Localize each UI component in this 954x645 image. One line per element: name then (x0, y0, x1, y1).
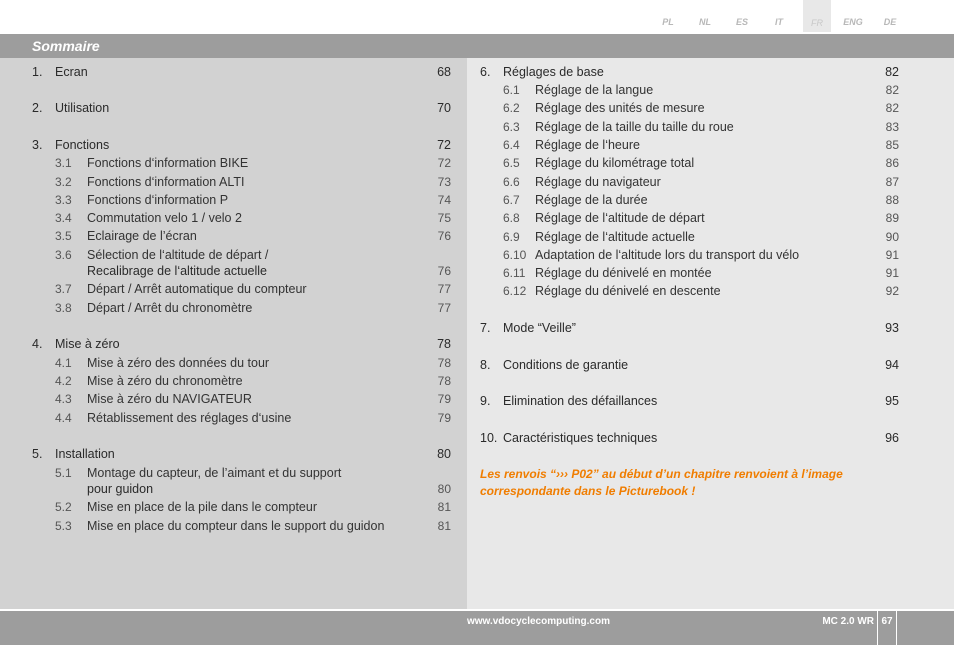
toc-page: 81 (437, 500, 451, 514)
toc-subentry (0, 228, 451, 244)
toc-subentry (467, 155, 899, 171)
language-bar (0, 0, 954, 32)
toc-number: 6.5 (503, 156, 520, 170)
toc-page: 78 (437, 374, 451, 388)
toc-number: 9. (480, 394, 491, 408)
right-toc-panel (467, 58, 954, 609)
toc-number: 6. (480, 65, 491, 79)
toc-page: 91 (885, 248, 899, 262)
toc-label: Mise à zéro du chronomètre (87, 374, 243, 388)
toc-entry (467, 357, 899, 373)
toc-number: 3.8 (55, 301, 72, 315)
toc-number: 4. (32, 337, 43, 351)
toc-number: 10. (480, 431, 498, 445)
toc-subentry (467, 210, 899, 226)
toc-number: 3.4 (55, 211, 72, 225)
toc-page: 70 (437, 101, 451, 115)
toc-number: 6.1 (503, 83, 520, 97)
toc-label: Départ / Arrêt du chronomètre (87, 301, 253, 315)
footer (0, 609, 954, 645)
toc-subentry (0, 391, 451, 407)
toc-label: Réglage de l‘altitude actuelle (535, 230, 695, 244)
toc-entry (0, 336, 451, 352)
toc-label: Rétablissement des réglages d‘usine (87, 411, 292, 425)
toc-label: Utilisation (55, 101, 110, 115)
toc-entry (467, 320, 899, 336)
toc-label: Réglage du navigateur (535, 175, 661, 189)
toc-label: Réglage de la taille du taille du roue (535, 120, 734, 134)
toc-page: 75 (437, 211, 451, 225)
toc-label: Mise en place de la pile dans le compteur (87, 500, 317, 514)
toc-label: Elimination des défaillances (503, 394, 658, 408)
toc-subentry (0, 210, 451, 226)
toc-label: Réglage du kilométrage total (535, 156, 695, 170)
toc-page: 82 (885, 101, 899, 115)
toc-subentry (0, 499, 451, 515)
toc-number: 3. (32, 138, 43, 152)
toc-page: 86 (885, 156, 899, 170)
toc-subentry (467, 100, 899, 116)
toc-entry (0, 137, 451, 153)
toc-page: 77 (437, 282, 451, 296)
language-tab-eng[interactable]: ENG (843, 17, 863, 27)
toc-subentry (0, 192, 451, 208)
toc-label: Fonctions (55, 138, 110, 152)
toc-subentry (0, 355, 451, 371)
toc-number: 3.3 (55, 193, 72, 207)
toc-subentry (0, 465, 451, 497)
toc-page: 78 (437, 337, 451, 351)
toc-page: 95 (885, 394, 899, 408)
toc-number: 6.4 (503, 138, 520, 152)
toc-page: 85 (885, 138, 899, 152)
toc-label: Départ / Arrêt automatique du compteur (87, 282, 307, 296)
toc-label: Fonctions d‘information P (87, 193, 229, 207)
toc-label: Mise à zéro (55, 337, 120, 351)
toc-page: 68 (437, 65, 451, 79)
toc-label-continued: Recalibrage de l‘altitude actuelle (87, 264, 267, 278)
toc-page: 74 (437, 193, 451, 207)
toc-entry (0, 64, 451, 80)
toc-subentry (0, 174, 451, 190)
toc-label: Réglage de la langue (535, 83, 654, 97)
toc-entry (467, 393, 899, 409)
language-tab-es[interactable]: ES (735, 17, 748, 27)
toc-number: 3.5 (55, 229, 72, 243)
toc-number: 6.11 (503, 266, 526, 280)
toc-subentry (467, 174, 899, 190)
toc-entry (467, 430, 899, 446)
toc-page: 79 (437, 411, 451, 425)
toc-page: 77 (437, 301, 451, 315)
toc-label: Réglage de la durée (535, 193, 648, 207)
toc-subentry (467, 119, 899, 135)
toc-subentry (467, 247, 899, 263)
toc-page: 96 (885, 431, 899, 445)
toc-label: Installation (55, 447, 115, 461)
toc-label: Réglage du dénivelé en montée (535, 266, 712, 280)
toc-page: 82 (885, 65, 899, 79)
toc-page: 73 (437, 175, 451, 189)
toc-number: 6.6 (503, 175, 520, 189)
language-tab-de[interactable]: DE (883, 17, 897, 27)
toc-subentry (467, 283, 899, 299)
toc-number: 6.2 (503, 101, 520, 115)
language-tab-nl[interactable]: NL (699, 17, 711, 27)
left-toc-panel (0, 58, 467, 609)
toc-number: 1. (32, 65, 43, 79)
toc-subentry (0, 247, 451, 279)
toc-number: 2. (32, 101, 43, 115)
language-tab-it[interactable]: IT (775, 17, 783, 27)
toc-page: 72 (437, 156, 451, 170)
toc-entry (467, 64, 899, 80)
toc-number: 3.7 (55, 282, 72, 296)
picturebook-note: Les renvois “››› P02” au début d’un chapitre renvoient à l’image correspondante dans le Picturebook ! (480, 467, 843, 498)
toc-label: Sélection de l‘altitude de départ / (87, 248, 269, 262)
toc-number: 7. (480, 321, 491, 335)
toc-subentry (0, 373, 451, 389)
language-tab-pl[interactable]: PL (662, 17, 674, 27)
toc-number: 4.2 (55, 374, 72, 388)
toc-label: Réglage des unités de mesure (535, 101, 705, 115)
toc-page: 72 (437, 138, 451, 152)
toc-page: 87 (885, 175, 899, 189)
toc-label: Fonctions d‘information BIKE (87, 156, 249, 170)
language-tab-fr[interactable]: FR (803, 0, 831, 32)
toc-page: 94 (885, 358, 899, 372)
toc-label: Réglage de l‘altitude de départ (535, 211, 705, 225)
toc-page: 92 (885, 284, 899, 298)
toc-label: Réglage de l‘heure (535, 138, 640, 152)
toc-subentry (467, 137, 899, 153)
toc-number: 4.3 (55, 392, 72, 406)
toc-page: 88 (885, 193, 899, 207)
toc-entry (0, 100, 451, 116)
toc-label: Mode “Veille” (503, 321, 576, 335)
toc-label: Eclairage de l’écran (87, 229, 197, 243)
toc-label-continued: pour guidon (87, 482, 154, 496)
toc-number: 6.12 (503, 284, 527, 298)
toc-label: Mise à zéro des données du tour (87, 356, 270, 370)
footer-model: MC 2.0 WR (822, 616, 874, 627)
toc-number: 5.1 (55, 466, 72, 480)
toc-page: 76 (437, 229, 451, 243)
toc-number: 5. (32, 447, 43, 461)
toc-subentry (467, 82, 899, 98)
toc-number: 4.1 (55, 356, 72, 370)
toc-label: Réglages de base (503, 65, 604, 79)
toc-page: 90 (885, 230, 899, 244)
toc-page: 79 (437, 392, 451, 406)
toc-page: 80 (437, 482, 451, 496)
toc-number: 6.8 (503, 211, 520, 225)
toc-page: 83 (885, 120, 899, 134)
toc-subentry (467, 265, 899, 281)
toc-number: 6.3 (503, 120, 520, 134)
toc-number: 4.4 (55, 411, 72, 425)
toc-subentry (467, 229, 899, 245)
toc-subentry (0, 410, 451, 426)
toc-label: Réglage du dénivelé en descente (535, 284, 721, 298)
toc-label: Ecran (55, 65, 88, 79)
toc-page: 89 (885, 211, 899, 225)
toc-label: Adaptation de l‘altitude lors du transport du vélo (535, 248, 800, 262)
toc-number: 6.7 (503, 193, 520, 207)
toc-page: 81 (437, 519, 451, 533)
toc-subentry (0, 300, 451, 316)
toc-page: 80 (437, 447, 451, 461)
toc-label: Conditions de garantie (503, 358, 629, 372)
toc-label: Commutation velo 1 / velo 2 (87, 211, 242, 225)
toc-number: 6.10 (503, 248, 527, 262)
title-bar (0, 32, 954, 58)
toc-page: 91 (885, 266, 899, 280)
toc-label: Montage du capteur, de l’aimant et du support (87, 466, 342, 480)
toc-number: 5.3 (55, 519, 72, 533)
toc-subentry (0, 281, 451, 297)
page-number: 67 (877, 611, 897, 645)
toc-label: Mise en place du compteur dans le support du guidon (87, 519, 385, 533)
toc-number: 5.2 (55, 500, 72, 514)
toc-number: 6.9 (503, 230, 520, 244)
toc-subentry (0, 155, 451, 171)
toc-entry (0, 446, 451, 462)
toc-number: 3.2 (55, 175, 72, 189)
toc-number: 8. (480, 358, 491, 372)
footer-url: www.vdocyclecomputing.com (467, 616, 610, 627)
toc-label: Caractéristiques techniques (503, 431, 658, 445)
toc-label: Mise à zéro du NAVIGATEUR (87, 392, 252, 406)
toc-label: Fonctions d‘information ALTI (87, 175, 245, 189)
toc-page: 78 (437, 356, 451, 370)
toc-number: 3.1 (55, 156, 72, 170)
toc-number: 3.6 (55, 248, 72, 262)
toc-page: 93 (885, 321, 899, 335)
toc-page: 76 (437, 264, 451, 278)
toc-page: 82 (885, 83, 899, 97)
toc-subentry (467, 192, 899, 208)
toc-subentry (0, 518, 451, 534)
page-title: Sommaire (32, 38, 100, 54)
